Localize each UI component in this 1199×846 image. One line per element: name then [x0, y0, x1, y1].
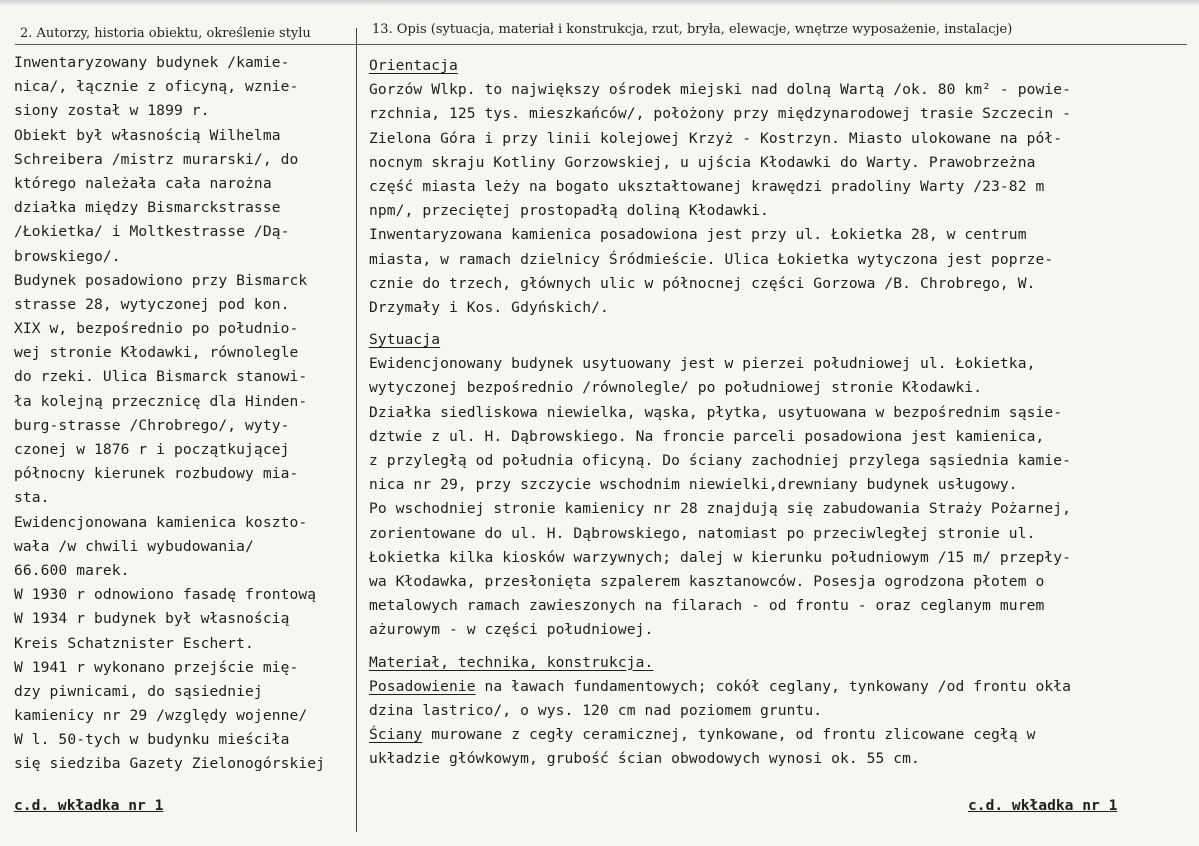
left-line: W l. 50-tych w budynku mieściła	[14, 731, 290, 749]
left-line: działka między Bismarckstrasse	[14, 199, 281, 217]
header-right: 13. Opis (sytuacja, materiał i konstrukcja, rzut, bryła, elewacje, wnętrze wyposażenie, instalacje)	[372, 22, 1013, 37]
orientation-line: cznie do trzech, głównych ulic w północnej części Gorzowa /B. Chrobrego, W.	[369, 274, 1036, 292]
situation-line: Ewidencjonowany budynek usytuowany jest w pierzei południowej ul. Łokietka,	[369, 355, 1036, 373]
foundation-line	[369, 675, 1189, 699]
walls-label: Ściany	[369, 726, 423, 744]
heading-situation: Sytuacja	[369, 331, 441, 349]
left-line: XIX w, bezpośrednio po południo-	[14, 320, 299, 338]
heading-material: Materiał, technika, konstrukcja.	[369, 653, 654, 671]
orientation-line: Gorzów Wlkp. to największy ośrodek miejski nad dolną Wartą /ok. 80 km² - powie-	[369, 81, 1072, 99]
situation-line: Łokietka kilka kiosków warzywnych; dalej w kierunku południowym /15 m/ przepły-	[369, 548, 1072, 566]
situation-line: metalowych ramach zawieszonych na filarach - od frontu - oraz ceglanym murem	[369, 597, 1045, 615]
left-line: dzy piwnicami, do sąsiedniej	[14, 682, 263, 700]
orientation-line: rzchnia, 125 tys. mieszkańców/, położony przy międzynarodowej trasie Szczecin -	[369, 105, 1072, 123]
situation-line: dztwie z ul. H. Dąbrowskiego. Na froncie parceli posadowiona jest kamienica,	[369, 427, 1045, 445]
left-line: którego należała cała narożna	[14, 174, 272, 192]
left-line: Kreis Schatznister Eschert.	[14, 634, 254, 652]
left-line: /Łokietka/ i Moltkestrasse /Dą-	[14, 223, 290, 241]
walls-text: murowane z cegły ceramicznej, tynkowane, od frontu zlicowane cegłą w	[422, 726, 1036, 744]
left-line: Schreibera /mistrz murarski/, do	[14, 150, 299, 168]
foundation-line-2: dzina lastrico/, o wys. 120 cm nad poziomem gruntu.	[369, 701, 823, 719]
spacer	[369, 320, 1189, 328]
orientation-line: nocnym skraju Kotliny Gorzowskiej, u ujścia Kłodawki do Warty. Prawobrzeżna	[369, 153, 1036, 171]
situation-line: wa Kłodawka, przesłonięta szpalerem kasztanowców. Posesja ogrodzona płotem o	[369, 572, 1045, 590]
left-line: nica/, łącznie z oficyną, wznie-	[14, 78, 299, 96]
left-line: wej stronie Kłodawki, równolegle	[14, 344, 299, 362]
walls-line	[369, 723, 1189, 747]
orientation-line: miasta, w ramach dzielnicy Śródmieście. Ulica Łokietka wytyczona jest poprze-	[369, 250, 1054, 268]
orientation-line: Drzymały i Kos. Gdyńskich/.	[369, 298, 609, 316]
header-rule	[15, 44, 1187, 45]
left-line: północny kierunek rozbudowy mia-	[14, 465, 299, 483]
left-line: Obiekt był własnością Wilhelma	[14, 126, 281, 144]
left-line: czonej w 1876 r i początkującej	[14, 441, 290, 458]
orientation-line: npm/, przeciętej prostopadłą doliną Kłodawki.	[369, 202, 769, 220]
left-line: ła kolejną przecznicę dla Hinden-	[14, 392, 308, 410]
left-line: Ewidencjonowana kamienica koszto-	[14, 513, 308, 531]
left-line: sta.	[14, 489, 50, 507]
left-line: do rzeki. Ulica Bismarck stanowi-	[14, 368, 308, 386]
foundation-label: Posadowienie	[369, 677, 476, 695]
orientation-line: część miasta leży na bogato ukształtowanej krawędzi pradoliny Warty /23-82 m	[369, 177, 1045, 195]
footer-right: c.d. wkładka nr 1	[968, 797, 1118, 814]
right-column	[369, 54, 1189, 771]
situation-line: nica nr 29, przy szczycie wschodnim niewielki,drewniany budynek usługowy.	[369, 476, 1018, 494]
left-line: W 1934 r budynek był własnością	[14, 610, 290, 628]
walls-line-2: układzie główkowym, grubość ścian obwodowych wynosi ok. 55 cm.	[369, 750, 920, 768]
left-line: Budynek posadowiono przy Bismarck	[14, 271, 308, 289]
left-line: W 1941 r wykonano przejście mię-	[14, 658, 299, 676]
left-line: strasse 28, wytyczonej pod kon.	[14, 295, 290, 313]
left-line: kamienicy nr 29 /względy wojenne/	[14, 707, 308, 725]
footer-left: c.d. wkładka nr 1	[14, 797, 164, 814]
heading-orientation: Orientacja	[369, 57, 458, 74]
left-line: burg-strasse /Chrobrego/, wyty-	[14, 416, 290, 434]
spacer	[369, 643, 1189, 651]
situation-text	[369, 352, 1189, 642]
orientation-text	[369, 78, 1189, 320]
left-line: browskiego/.	[14, 247, 121, 265]
left-line: wała /w chwili wybudowania/	[14, 537, 254, 555]
column-divider	[356, 28, 357, 832]
scan-edge	[0, 0, 1199, 6]
orientation-line: Inwentaryzowana kamienica posadowiona jest przy ul. Łokietka 28, w centrum	[369, 226, 1027, 244]
situation-line: zorientowane do ul. H. Dąbrowskiego, natomiast po przeciwległej stronie ul.	[369, 524, 1036, 542]
situation-line: Działka siedliskowa niewielka, wąska, płytka, usytuowana w bezpośrednim sąsie-	[369, 403, 1063, 421]
left-line: W 1930 r odnowiono fasadę frontową	[14, 586, 317, 604]
left-line: Inwentaryzowany budynek /kamie-	[14, 54, 290, 71]
left-line: siony został w 1899 r.	[14, 102, 210, 120]
left-column	[14, 51, 354, 777]
left-line: się siedziba Gazety Zielonogórskiej	[14, 755, 326, 773]
left-line: 66.600 marek.	[14, 561, 130, 579]
header-left: 2. Autorzy, historia obiektu, określenie stylu	[20, 26, 311, 41]
situation-line: z przyległą od południa oficyną. Do ściany zachodniej przylega sąsiednia kamie-	[369, 452, 1072, 469]
orientation-line: Zielona Góra i przy linii kolejowej Krzyż - Kostrzyn. Miasto ulokowane na pół-	[369, 129, 1063, 147]
situation-line: Po wschodniej stronie kamienicy nr 28 znajdują się zabudowania Straży Pożarnej,	[369, 500, 1072, 518]
situation-line: ażurowym - w części południowej.	[369, 621, 654, 639]
situation-line: wytyczonej bezpośrednio /równolegle/ po południowej stronie Kłodawki.	[369, 379, 983, 397]
foundation-text: na ławach fundamentowych; cokół ceglany, tynkowany /od frontu okła	[475, 677, 1072, 695]
